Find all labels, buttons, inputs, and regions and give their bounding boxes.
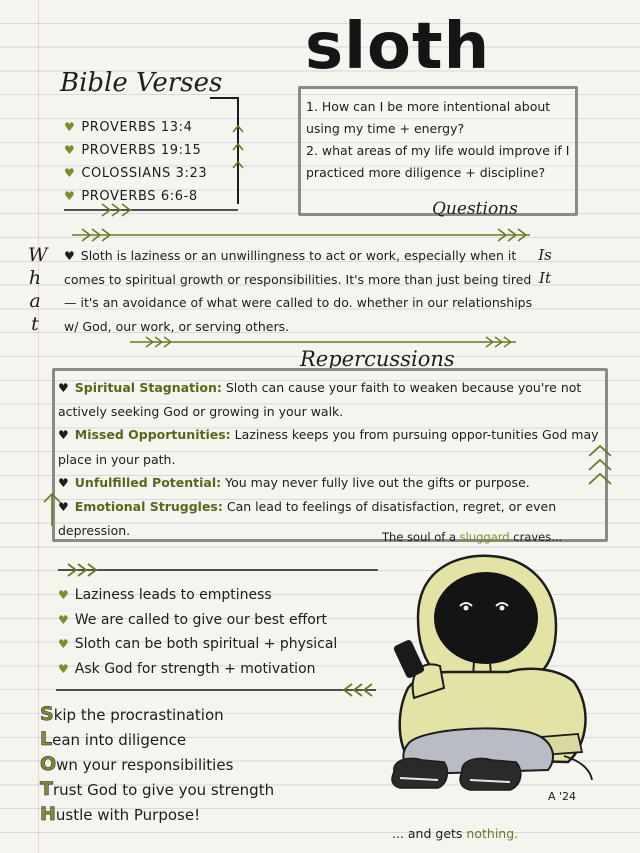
- verse-item: ♥ COLOSSIANS 3:23: [64, 166, 208, 181]
- takeaway-item: ♥ Laziness leads to emptiness: [58, 587, 272, 603]
- heart-icon: ♥: [58, 500, 69, 515]
- sluggard-caption: The soul of a sluggard craves...: [382, 530, 563, 544]
- hooded-figure-illustration: [378, 548, 612, 818]
- acrostic-line: Lean into diligence: [40, 728, 187, 750]
- arrow-line-icon: [68, 226, 538, 246]
- verse-item: ♥ PROVERBS 6:6-8: [64, 189, 198, 204]
- bible-verses-heading: Bible Verses: [60, 68, 223, 98]
- heart-icon: ♥: [58, 612, 69, 627]
- takeaway-item: ♥ Sloth can be both spiritual + physical: [58, 636, 338, 652]
- repercussion-item: ♥ Unfulfilled Potential: You may never fully live out the gifts or purpose.: [58, 474, 530, 490]
- heart-icon: ♥: [58, 381, 69, 395]
- repercussion-item: ♥ Missed Opportunities: Laziness keeps you from pursuing oppor-tunities God may place in your path.: [58, 427, 599, 467]
- acrostic-line: Own your responsibilities: [40, 753, 234, 775]
- ending-caption: ... and gets nothing.: [392, 826, 519, 841]
- page-title: sloth: [305, 10, 491, 84]
- artist-signature: A '24: [548, 790, 577, 803]
- heart-icon: ♥: [64, 166, 76, 180]
- repercussion-item: ♥ Spiritual Stagnation: Sloth can cause your faith to weaken because you're not actively seeking God or growing in your walk.: [58, 380, 582, 420]
- bible-verses-bracket: [200, 92, 260, 212]
- takeaway-item: ♥ We are called to give our best effort: [58, 611, 328, 628]
- repercussions-heading: Repercussions: [300, 347, 455, 371]
- arrow-line-icon: [54, 560, 384, 580]
- takeaway-item: ♥ Ask God for strength + motivation: [58, 660, 316, 677]
- heart-icon: ♥: [58, 475, 69, 490]
- heart-icon: ♥: [64, 249, 75, 263]
- bible-verse-list: [64, 116, 207, 208]
- questions-label: Questions: [432, 199, 518, 219]
- acrostic-line: Hustle with Purpose!: [40, 803, 201, 825]
- repercussions-list: [58, 376, 604, 542]
- verse-item: ♥ PROVERBS 13:4: [64, 120, 193, 135]
- takeaway-list: [58, 583, 337, 681]
- heart-icon: ♥: [58, 661, 69, 676]
- repercussion-item: ♥ Emotional Struggles: Can lead to feelings of disatisfaction, regret, or even depression.: [58, 499, 557, 539]
- heart-icon: ♥: [58, 637, 69, 651]
- definition-paragraph: ♥ Sloth is laziness or an unwillingness to act or work, especially when it comes to spiritual growth or responsibilities. It's more than just being tired — it's an avoidance of what were called to do. whether in our relationships w/ God, our work, or serving others.: [64, 248, 533, 334]
- verse-item: ♥ PROVERBS 19:15: [64, 143, 202, 158]
- arrow-divider-icon: [62, 200, 242, 220]
- acrostic-line: Skip the procrastination: [40, 703, 224, 725]
- heart-icon: ♥: [64, 120, 76, 134]
- is-it-vertical-label: Is It: [538, 246, 552, 287]
- heart-icon: ♥: [58, 428, 69, 443]
- arrow-line-icon: [52, 680, 382, 700]
- heart-icon: ♥: [64, 189, 76, 203]
- question-item: 2. what areas of my life would improve if I practiced more diligence + discipline?: [306, 143, 570, 180]
- sloth-acrostic: [40, 702, 274, 827]
- acrostic-line: Trust God to give you strength: [40, 778, 275, 800]
- question-item: 1. How can I be more intentional about using my time + energy?: [306, 99, 551, 136]
- heart-icon: ♥: [58, 588, 69, 602]
- questions-text: [306, 96, 570, 184]
- heart-icon: ♥: [64, 143, 76, 157]
- what-vertical-label: What: [28, 244, 48, 335]
